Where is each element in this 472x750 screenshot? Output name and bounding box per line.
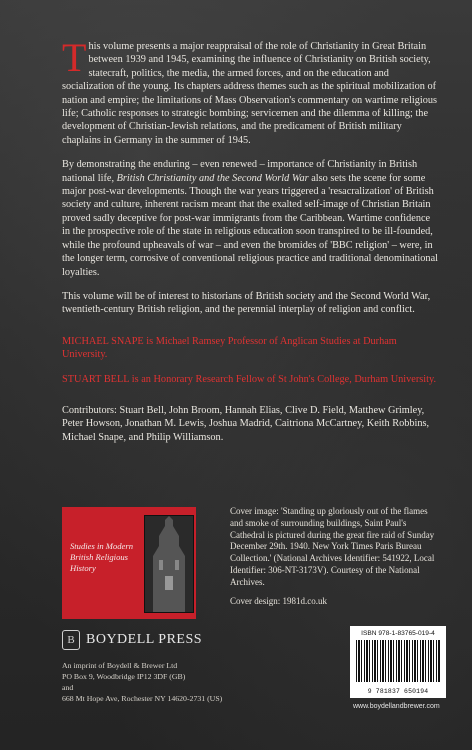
imprint-line: PO Box 9, Woodbridge IP12 3DF (GB): [62, 672, 186, 681]
barcode-number: 9 781837 650194: [367, 688, 429, 695]
author-bio-bell: [62, 373, 440, 386]
book-title-italic: British Christianity and the Second World War: [116, 172, 309, 184]
publisher-logo: [62, 630, 202, 650]
drop-cap: T: [62, 35, 87, 80]
author-bio: is Michael Ramsey Professor of Anglican Studies at Durham University.: [62, 335, 397, 361]
publisher-name: BOYDELL PRESS: [86, 632, 203, 647]
author-bio-snape: [62, 335, 440, 362]
series-label: Studies in Modern British Religious History: [70, 541, 134, 573]
author-name: STUART BELL: [62, 373, 130, 385]
contributors: Contributors: Stuart Bell, John Broom, Hannah Elias, Clive D. Field, Matthew Grimley, Peter Howson, Jonathan M. Lewis, Joshua Madrid, Caitriona McCartney, Keith Robbins, Michael Snape, and Philip Williamson.: [62, 404, 430, 443]
imprint-line: An imprint of Boydell & Brewer Ltd: [62, 661, 178, 670]
publisher-url: www.boydellandbrewer.com: [353, 703, 440, 710]
series-badge: [62, 507, 196, 619]
cover-design-credit: Cover design: 1981d.co.uk: [230, 595, 327, 606]
blurb-p2-start: By demonstrating the enduring – even renewed – importance of Christianity in British national life,: [62, 159, 418, 184]
blurb-paragraph-3: This volume will be of interest to historians of British society and the Second World War, twentieth-century British religion, and the perennial interplay of religion and conflict.: [62, 290, 431, 316]
blurb: [62, 35, 440, 455]
series-cathedral-image: [144, 515, 194, 613]
isbn-text: ISBN 978-1-83765-019-4: [361, 630, 435, 637]
imprint-line: 668 Mt Hope Ave, Rochester NY 14620-2731 (US): [62, 694, 223, 703]
cover-credits: [230, 506, 440, 614]
cover-image-credit: Cover image: 'Standing up gloriously out of the flames and smoke of surrounding buildings, Saint Paul's Cathedral is pictured during the great fire raid of Sunday December 29th. 1940. New York Times Paris Bureau Collection.' (National Archives Identifier: 541922, Local Identifier: 306-NT-3173V). Courtesy of the National Archives.: [230, 506, 435, 587]
publisher-imprint: [62, 660, 282, 704]
blurb-p2-end: also sets the scene for some major post-war developments. Though the war years triggered a 'resacralization' of British society and culture, inherent racism meant that the exalted self-image of Christian Britain proved sadly deceptive for post-war immigrants from the Caribbean. Wartime confidence in the prospective role of the state in religious education soon transpired to be ill-founded, while the profound upheavals of war – and even the bromides of 'BBC religion' – were, in the longer term, corrosive of conventional religious practice and traditional denominational loyalties.: [62, 172, 438, 278]
imprint-and: and: [62, 683, 74, 692]
boydell-logo-icon: B: [62, 630, 80, 650]
imprint-line: [62, 682, 282, 693]
blurb-paragraph-2: [62, 158, 440, 279]
author-bio: is an Honorary Research Fellow of St John's College, Durham University.: [129, 373, 437, 385]
cathedral-icon: [145, 516, 193, 612]
barcode-bars: [356, 640, 440, 682]
author-name: MICHAEL SNAPE: [62, 335, 144, 347]
isbn-barcode: [350, 626, 446, 698]
blurb-paragraph-1: [62, 35, 440, 147]
blurb-p1-text: his volume presents a major reappraisal of the role of Christianity in Great Britain between 1939 and 1945, examining the influence of Christianity on British society, statecraft, politics, the media, the armed forces, and on the education and socialization of the young. Its chapters address themes such as the spiritual mobilization of nation and empire; the limitations of Mass Observation's commentary on wartime religious life; Catholic responses to strategic bombing; servicemen and the dilemma of killing; the development of Christian-Jewish relations, and the predicament of British military chaplains in Germany in the summer of 1945.: [62, 41, 438, 146]
